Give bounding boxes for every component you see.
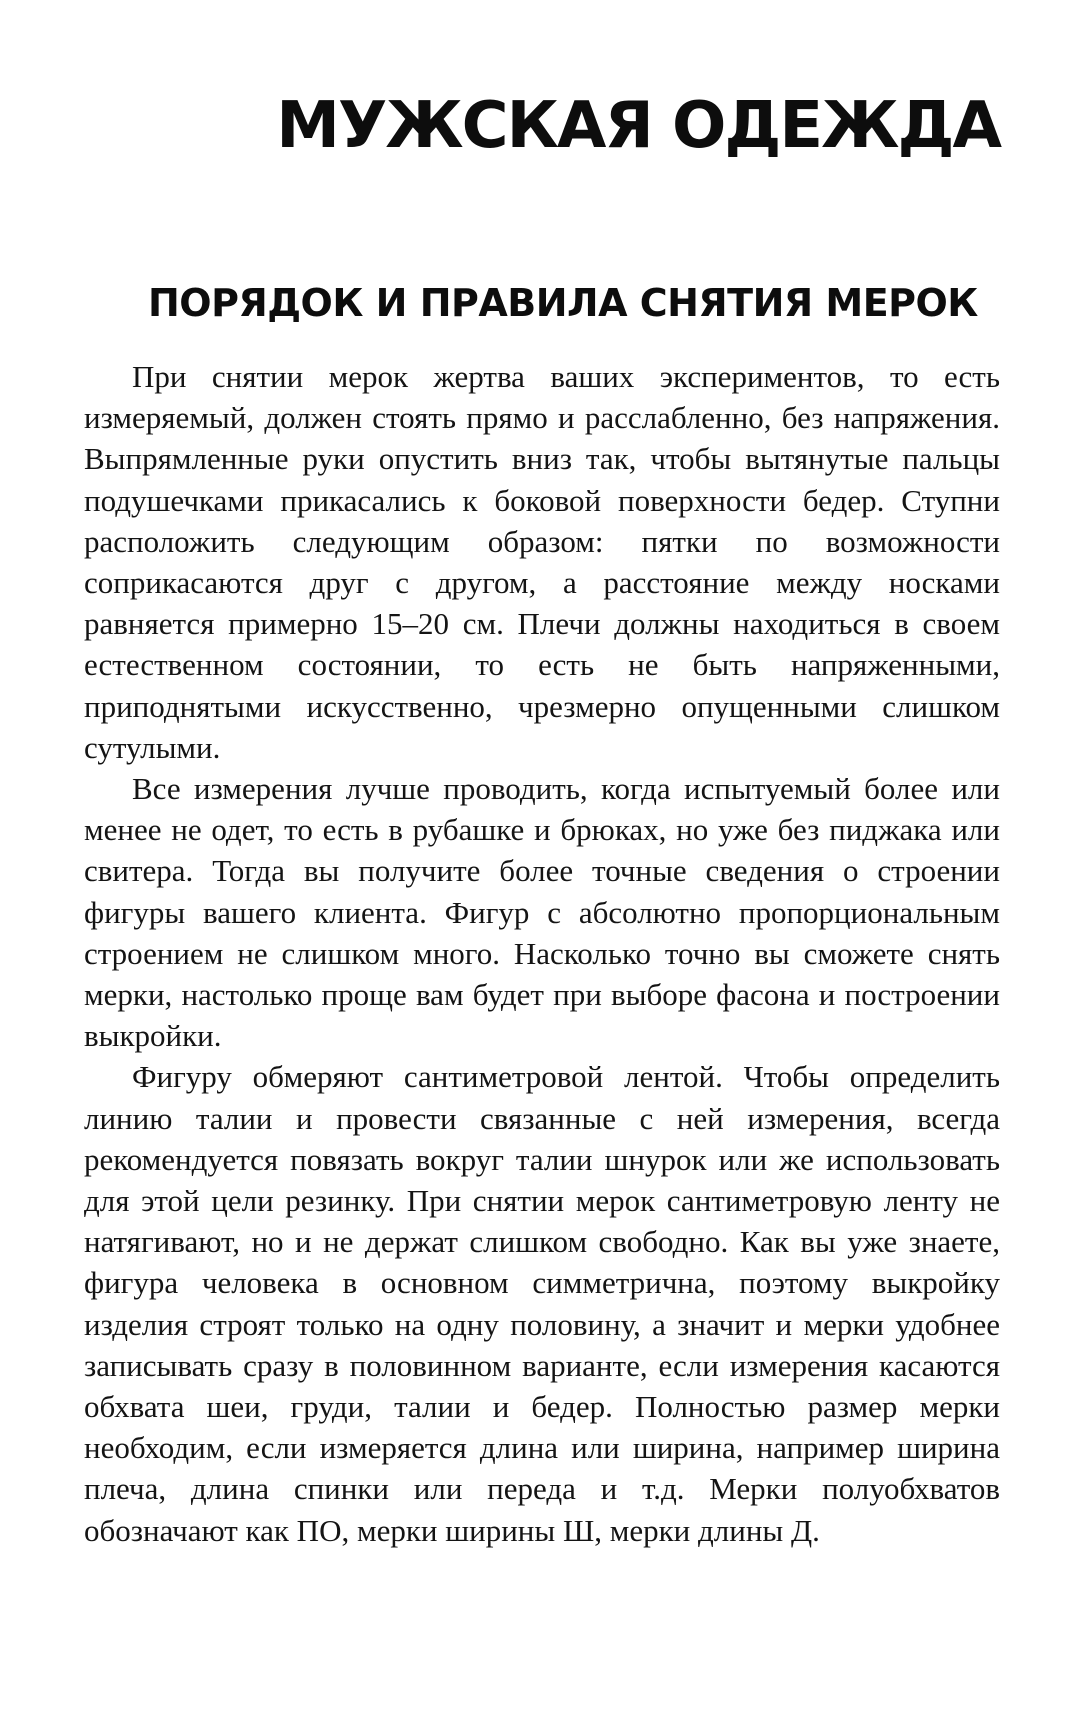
- section-title: ПОРЯДОК И ПРАВИЛА СНЯТИЯ МЕРОК: [148, 281, 978, 325]
- paragraph-2: Все измерения лучше проводить, когда испытуемый более или менее не одет, то есть в рубашке и брюках, но уже без пиджака или свитера. Тогда вы получите более точные сведения о строении фигуры вашего клиента. Фигур с абсолютно пропорциональным строением не слишком много. Насколько точно вы сможете снять мерки, настолько проще вам будет при выборе фасона и построении выкройки.: [84, 771, 1000, 1054]
- paragraph-1: При снятии мерок жертва ваших экспериментов, то есть измеряемый, должен стоять прямо и расслабленно, без напряжения. Выпрямленные руки опустить вниз так, чтобы вытянутые пальцы подушечками прикасались к боковой поверхности бедер. Ступни расположить следующим образом: пятки по возможности соприкасаются друг с другом, а расстояние между носками равняется примерно 15–20 см. Плечи должны находиться в своем естественном состоянии, то есть не быть напряженными, приподнятыми искусственно, чрезмерно опущенными слишком сутулыми.: [84, 359, 1000, 765]
- body-text: [84, 356, 1000, 1551]
- chapter-title: МУЖСКАЯ ОДЕЖДА: [276, 89, 1000, 163]
- paragraph-3: Фигуру обмеряют сантиметровой лентой. Чтобы определить линию талии и провести связанные с ней измерения, всегда рекомендуется повязать вокруг талии шнурок или же использовать для этой цели резинку. При снятии мерок сантиметровую ленту не натягивают, но и не держат слишком свободно. Как вы уже знаете, фигура человека в основном симметрична, поэтому выкройку изделия строят только на одну половину, а значит и мерки удобнее записывать сразу в половинном варианте, если измерения касаются обхвата шеи, груди, талии и бедер. Полностью размер мерки необходим, если измеряется длина или ширина, например ширина плеча, длина спинки или переда и т.д. Мерки полуобхватов обозначают как ПО, мерки ширины Ш, мерки длины Д.: [84, 1059, 1000, 1548]
